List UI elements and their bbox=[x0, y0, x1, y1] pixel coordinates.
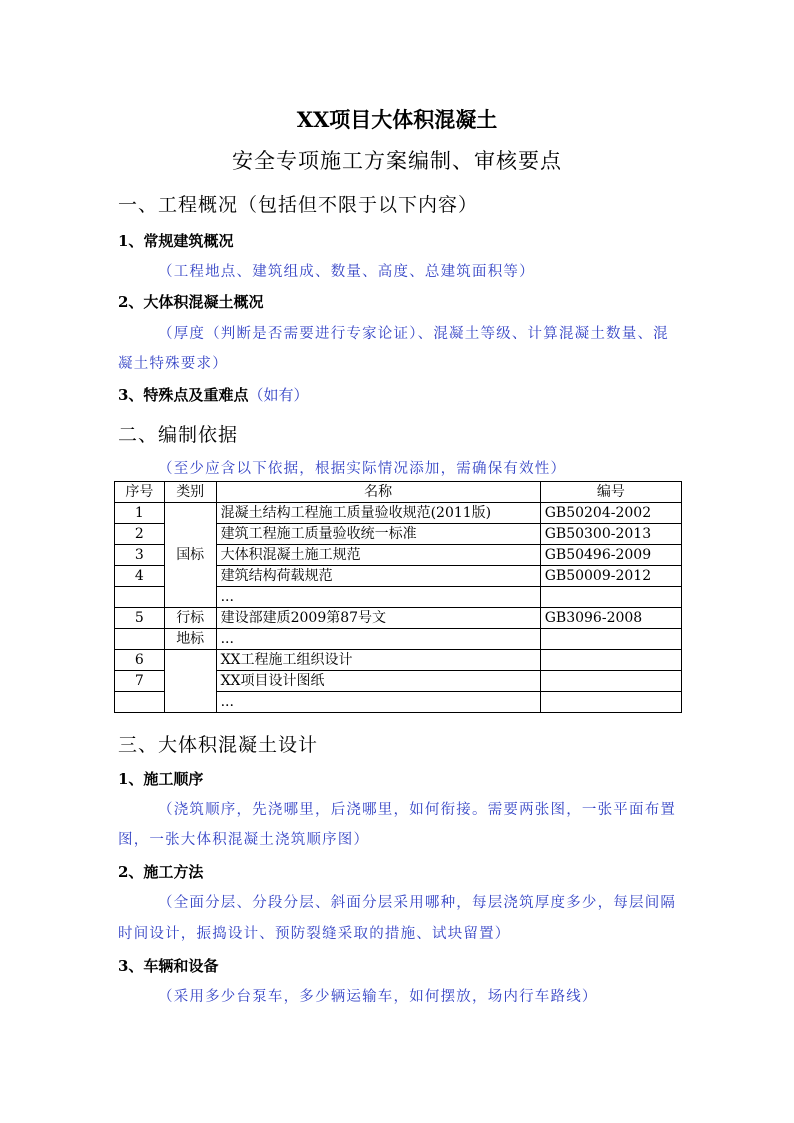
section1-item2-note-line2: 凝土特殊要求） bbox=[118, 356, 228, 372]
section3-item3-label: 3、车辆和设备 bbox=[118, 957, 219, 975]
section3-heading: 三、大体积混凝土设计 bbox=[118, 734, 319, 756]
category-dibiao: 地标 bbox=[164, 629, 216, 650]
row-name: 建筑工程施工质量验收统一标准 bbox=[216, 524, 540, 545]
header-name: 名称 bbox=[216, 482, 540, 503]
row-code bbox=[540, 650, 681, 671]
row-no: 2 bbox=[115, 524, 165, 545]
section3-item1-note-line1: （浇筑顺序，先浇哪里，后浇哪里，如何衔接。需要两张图，一张平面布置 bbox=[158, 802, 677, 818]
row-code: GB50300-2013 bbox=[540, 524, 681, 545]
section2-heading: 二、编制依据 bbox=[118, 424, 239, 446]
basis-table bbox=[114, 481, 682, 713]
row-code: GB50496-2009 bbox=[540, 545, 681, 566]
category-guobiao: 国标 bbox=[164, 503, 216, 608]
category-empty bbox=[164, 650, 216, 713]
row-no: 4 bbox=[115, 566, 165, 587]
row-code: GB50009-2012 bbox=[540, 566, 681, 587]
section3-item2-note-line2: 时间设计，振捣设计、预防裂缝采取的措施、试块留置） bbox=[118, 926, 511, 942]
table-header-row bbox=[115, 482, 682, 503]
row-no: 3 bbox=[115, 545, 165, 566]
row-no: 6 bbox=[115, 650, 165, 671]
row-code: GB50204-2002 bbox=[540, 503, 681, 524]
row-name: 大体积混凝土施工规范 bbox=[216, 545, 540, 566]
row-name: ... bbox=[216, 692, 540, 713]
row-name: XX工程施工组织设计 bbox=[216, 650, 540, 671]
section1-item2-note-line1: （厚度（判断是否需要进行专家论证）、混凝土等级、计算混凝土数量、混 bbox=[158, 326, 669, 342]
row-code bbox=[540, 671, 681, 692]
document-title-line1: XX项目大体积混凝土 bbox=[296, 107, 498, 132]
document-title-line2: 安全专项施工方案编制、审核要点 bbox=[232, 149, 562, 173]
row-no: 5 bbox=[115, 608, 165, 629]
category-hangbiao: 行标 bbox=[164, 608, 216, 629]
section1-item3 bbox=[118, 384, 308, 405]
table-row bbox=[115, 608, 682, 629]
section3-item1-note-line2: 图，一张大体积混凝土浇筑顺序图） bbox=[118, 832, 370, 848]
row-no bbox=[115, 629, 165, 650]
section1-item2-label: 2、大体积混凝土概况 bbox=[118, 293, 264, 311]
row-no bbox=[115, 587, 165, 608]
section3-item2-note-line1: （全面分层、分段分层、斜面分层采用哪种，每层浇筑厚度多少，每层间隔 bbox=[158, 895, 677, 911]
row-code bbox=[540, 629, 681, 650]
section3-item2-label: 2、施工方法 bbox=[118, 863, 204, 881]
row-name: ... bbox=[216, 629, 540, 650]
row-name: 混凝土结构工程施工质量验收规范(2011版) bbox=[216, 503, 540, 524]
header-no: 序号 bbox=[115, 482, 165, 503]
row-code: GB3096-2008 bbox=[540, 608, 681, 629]
row-code bbox=[540, 587, 681, 608]
row-name: 建筑结构荷载规范 bbox=[216, 566, 540, 587]
table-row bbox=[115, 650, 682, 671]
section1-item1-label: 1、常规建筑概况 bbox=[118, 232, 234, 250]
row-name: ... bbox=[216, 587, 540, 608]
row-no: 7 bbox=[115, 671, 165, 692]
row-name: XX项目设计图纸 bbox=[216, 671, 540, 692]
section3-item3-note: （采用多少台泵车，多少辆运输车，如何摆放，场内行车路线） bbox=[158, 989, 598, 1005]
header-code: 编号 bbox=[540, 482, 681, 503]
row-name: 建设部建质2009第87号文 bbox=[216, 608, 540, 629]
row-code bbox=[540, 692, 681, 713]
section3-item1-label: 1、施工顺序 bbox=[118, 770, 204, 788]
header-category: 类别 bbox=[164, 482, 216, 503]
section1-heading: 一、工程概况（包括但不限于以下内容） bbox=[118, 194, 479, 216]
section2-note: （至少应含以下依据，根据实际情况添加，需确保有效性） bbox=[158, 461, 567, 477]
row-no: 1 bbox=[115, 503, 165, 524]
section1-item3-note: （如有） bbox=[248, 386, 309, 404]
table-row bbox=[115, 503, 682, 524]
row-no bbox=[115, 692, 165, 713]
section1-item3-label: 3、特殊点及重难点 bbox=[118, 386, 249, 404]
section1-item1-note: （工程地点、建筑组成、数量、高度、总建筑面积等） bbox=[158, 264, 535, 280]
table-row bbox=[115, 629, 682, 650]
